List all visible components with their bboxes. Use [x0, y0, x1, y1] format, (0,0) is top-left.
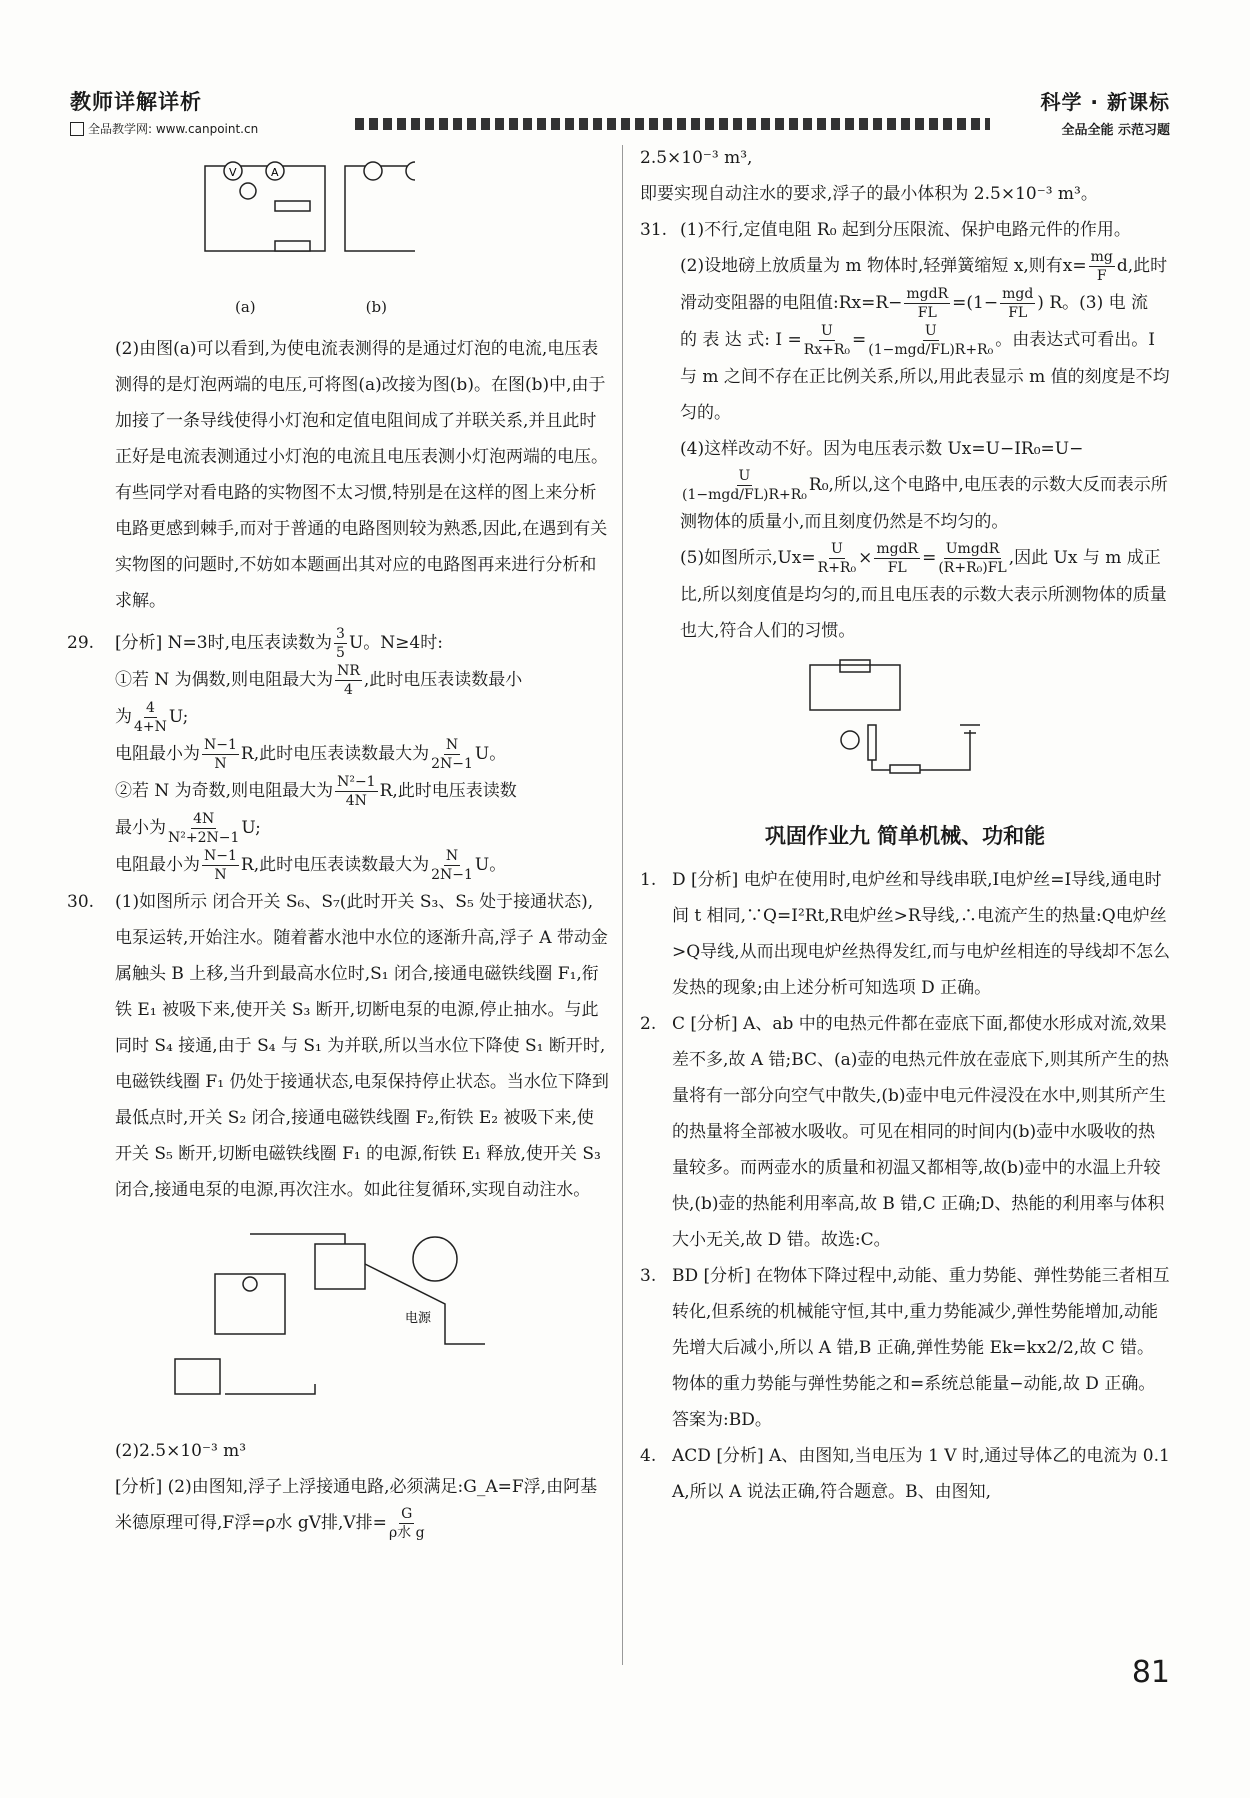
q30-continued-1: 2.5×10⁻³ m³,: [640, 148, 753, 168]
answer-2-number: 2.: [640, 1014, 657, 1034]
q31-part5-fraction3: $\frac{\text{UmgdR}}{\text{(R+R₀)FL}}$: [938, 541, 1007, 576]
page-number: 81: [1131, 1655, 1170, 1690]
q30-number: 30.: [67, 892, 95, 912]
q29-a-text2: U。N≥4时:: [348, 633, 443, 653]
header-stripe-divider: [355, 118, 990, 130]
q31-part1-text: (1)不行,定值电阻 R₀ 起到分压限流、保护电路元件的作用。: [680, 220, 1131, 240]
q29-g-text: 电阻最小为: [115, 855, 200, 875]
q29-b-fraction: $\frac{NR}{4}$: [337, 663, 360, 698]
figure-label-a: (a): [235, 298, 256, 316]
header-left: [70, 86, 258, 137]
q29-d-fraction: $\frac{N-1}{N}$: [204, 737, 237, 772]
q31-part4-fraction: $\frac{U}{\text{(1−mgd/FL)R+R₀}}$: [682, 468, 807, 503]
q30-analysis-fraction: $\frac{G}{\text{ρ水 g}}$: [388, 1506, 425, 1541]
q31-part3b: =: [852, 330, 867, 350]
q29-a-text: [分析] N=3时,电压表读数为: [115, 633, 333, 653]
q31-part3-fraction: $\frac{U}{\text{Rx+R₀}}$: [803, 323, 851, 358]
q31-part5d: ,因此 Ux 与 m 成正比,所以刻度值是均匀的,而且电压表的示数大表示所测物体的质量也大,符合人们的习惯。: [680, 548, 1167, 641]
q29-c-text: 为: [115, 707, 132, 727]
q29-f-text: 最小为: [115, 818, 166, 838]
canpoint-logo-icon: [70, 122, 84, 136]
q31-part2c: =(1−: [952, 293, 999, 313]
q31-block: [600, 212, 1170, 649]
q31-part2-fraction2: $\frac{\text{mgdR}}{FL}$: [906, 286, 949, 321]
power-source-label: 电源: [405, 1311, 432, 1326]
q29-g-fraction: $\frac{N-1}{N}$: [204, 848, 237, 883]
q31-part5-fraction: $\frac{U}{\text{R+R₀}}$: [817, 541, 857, 576]
header-website-text: 全品教学网: www.canpoint.cn: [88, 122, 259, 136]
q29-g-fraction2: $\frac{N}{2N-1}$: [431, 848, 473, 883]
q31-part3c: 。由表达式可看出。I 与 m 之间不存在正比例关系,所以,用此表显示 m 值的刻度是不均匀的。: [680, 330, 1170, 423]
q29-g-text2: R,此时电压表读数最大为: [240, 855, 430, 875]
q31-part5a: (5)如图所示,Ux=: [680, 548, 816, 568]
q29-d-text: 电阻最小为: [115, 744, 200, 764]
section-title: 巩固作业九 简单机械、功和能: [764, 824, 1046, 848]
header-left-title: 教师详解详析: [70, 90, 202, 114]
q31-part5b: ×: [858, 548, 873, 568]
header-brand: 全品全能 示范习题: [1061, 123, 1170, 138]
q29-f-text2: U;: [241, 818, 261, 838]
q29-number: 29.: [67, 633, 95, 653]
answer-2-text: C [分析] A、ab 中的电热元件都在壶底下面,都使水形成对流,效果差不多,故 A 错;BC、(a)壶的电热元件放在壶底下,则其所产生的热量将有一部分向空气中散失,(b)壶中电元件浸没在水中,则其所产生的热量将全部被水吸收。可见在相同的时间内(b)壶中水吸收的热量较多。而两壶水的质量和初温又都相等,故(b)壶中的水温上升较快,(b)壶的热能利用率高,故 B 错,C 正确;D、热能的利用率与体积大小无关,故 D 错。故选:C。: [672, 1014, 1169, 1250]
q30-analysis-text: [分析] (2)由图知,浮子上浮接通电路,必须满足:G_A=F浮,由阿基米德原理可得,F浮=ρ水 gV排,V排=: [115, 1477, 598, 1533]
q30-continued-2: 即要实现自动注水的要求,浮子的最小体积为 2.5×10⁻³ m³。: [640, 184, 1098, 204]
q31-part2b: d,此时滑动变阻器的电阻值:Rx=R−: [680, 256, 1168, 313]
answer-3-text: BD [分析] 在物体下降过程中,动能、重力势能、弹性势能三者相互转化,但系统的机械能守恒,其中,重力势能减少,弹性势能增加,动能先增大后减小,所以 A 错,B 正确,弹性势能 Ek=kx2/2,故 C 错。物体的重力势能与弹性势能之和=系统总能量−动能,故 D 正确。答案为:BD。: [672, 1266, 1170, 1430]
q31-part2-fraction3: $\frac{\text{mgd}}{FL}$: [1002, 286, 1034, 321]
answer-1-number: 1.: [640, 870, 657, 890]
q30-part1-text: (1)如图所示 闭合开关 S₆、S₇(此时开关 S₃、S₅ 处于接通状态),电泵运转,开始注水。随着蓄水池中水位的逐渐升高,浮子 A 带动金属触头 B 上移,当升到最高水位时,S₁ 闭合,接通电磁铁线圈 F₁,衔铁 E₁ 被吸下来,使开关 S₃ 断开,切断电泵的电源,停止抽水。与此同时 S₄ 接通,由于 S₄ 与 S₁ 为并联,所以当水位下降使 S₁ 断开时,电磁铁线圈 F₁ 仍处于接通状态,电泵保持停止状态。当水位下降到最低点时,开关 S₂ 闭合,接通电磁铁线圈 F₂,衔铁 E₂ 被吸下来,使开关 S₅ 断开,切断电磁铁线圈 F₁ 的电源,衔铁 E₁ 释放,使开关 S₃ 闭合,接通电泵的电源,再次注水。如此往复循环,实现自动注水。: [115, 892, 609, 1200]
figure-label-b: (b): [365, 298, 387, 316]
header-right: [1040, 86, 1170, 138]
q29-g-text3: U。: [474, 855, 507, 875]
circuit-ab-svg: [115, 146, 415, 276]
q29-a-fraction: $\frac{3}{5}$: [336, 626, 345, 661]
left-column: [67, 140, 610, 1542]
q31-part2d: ) R。(3) 电 流 的 表 达 式: I =: [680, 293, 1149, 350]
q29-d-fraction2: $\frac{N}{2N-1}$: [431, 737, 473, 772]
right-column: [640, 140, 1170, 1510]
answer-4-text: ACD [分析] A、由图知,当电压为 1 V 时,通过导体乙的电流为 0.1 A,所以 A 说法正确,符合题意。B、由图知,: [672, 1446, 1170, 1502]
svg-text:V: V: [229, 166, 237, 179]
q29-f-fraction: $\frac{4N}{\text{N²+2N−1}}$: [168, 811, 240, 846]
q29-block: [67, 625, 610, 884]
answer-1-text: D [分析] 电炉在使用时,电炉丝和导线串联,I电炉丝=I导线,通电时间 t 相同,∵Q=I²Rt,R电炉丝>R导线,∴电流产生的热量:Q电炉丝>Q导线,从而出现电炉丝热得发红,而与电炉丝相连的导线却不怎么发热的现象;由上述分析可知选项 D 正确。: [672, 870, 1170, 998]
q29-b-text: ①若 N 为偶数,则电阻最大为: [115, 670, 334, 690]
q31-part5c: =: [922, 548, 937, 568]
q29-e-text2: R,此时电压表读数: [379, 781, 517, 801]
svg-text:A: A: [271, 166, 279, 179]
q30-part2-text: (2)2.5×10⁻³ m³: [115, 1441, 247, 1461]
q31-part2a: (2)设地磅上放质量为 m 物体时,轻弹簧缩短 x,则有x=: [680, 256, 1087, 276]
scale-circuit-diagram: [640, 655, 1170, 798]
pump-circuit-svg: [115, 1214, 515, 1414]
q31-part5-fraction2: $\frac{\text{mgdR}}{FL}$: [876, 541, 919, 576]
q31-part3-fraction2: $\frac{U}{\text{(1−mgd/FL)R+R₀}}$: [868, 323, 994, 358]
q29-c-fraction: $\frac{4}{4+N}$: [134, 700, 167, 735]
q29-b-text2: ,此时电压表读数最小: [363, 670, 523, 690]
q29-e-fraction: $\frac{\text{N²−1}}{4N}$: [337, 774, 376, 809]
header-subject: 科学 · 新课标: [1040, 90, 1170, 114]
q29-e-text: ②若 N 为奇数,则电阻最大为: [115, 781, 334, 801]
q31-part4b: R₀,所以,这个电路中,电压表的示数大反而表示所测物体的质量小,而且刻度仍然是不均匀的。: [680, 475, 1168, 532]
circuit-diagram-ab: [115, 146, 610, 325]
pump-circuit-diagram: [115, 1214, 610, 1427]
q31-part4a: (4)这样改动不好。因为电压表示数 Ux=U−IR₀=U−: [680, 439, 1084, 459]
q29-d-text3: U。: [474, 744, 507, 764]
q31-number: 31.: [640, 220, 668, 240]
q29-c-text2: U;: [168, 707, 189, 727]
answer-4-number: 4.: [640, 1446, 657, 1466]
header-website: [70, 120, 258, 137]
q28-part2-text: (2)由图(a)可以看到,为使电流表测得的是通过灯泡的电流,电压表测得的是灯泡两端的电压,可将图(a)改接为图(b)。在图(b)中,由于加接了一条导线使得小灯泡和定值电阻间成了并联关系,并且此时正好是电流表测通过小灯泡的电流且电压表测小灯泡两端的电压。: [115, 339, 608, 467]
q28-note-text: 有些同学对看电路的实物图不太习惯,特别是在这样的图上来分析电路更感到棘手,而对于普通的电路图则较为熟悉,因此,在遇到有关实物图的问题时,不妨如本题画出其对应的电路图再来进行分析和求解。: [115, 483, 608, 611]
q31-part2-fraction: $\frac{mg}{F}$: [1090, 249, 1113, 284]
q30-block: [67, 884, 610, 1208]
scale-circuit-svg: [780, 655, 1010, 785]
answer-3-number: 3.: [640, 1266, 657, 1286]
q29-d-text2: R,此时电压表读数最大为: [240, 744, 430, 764]
